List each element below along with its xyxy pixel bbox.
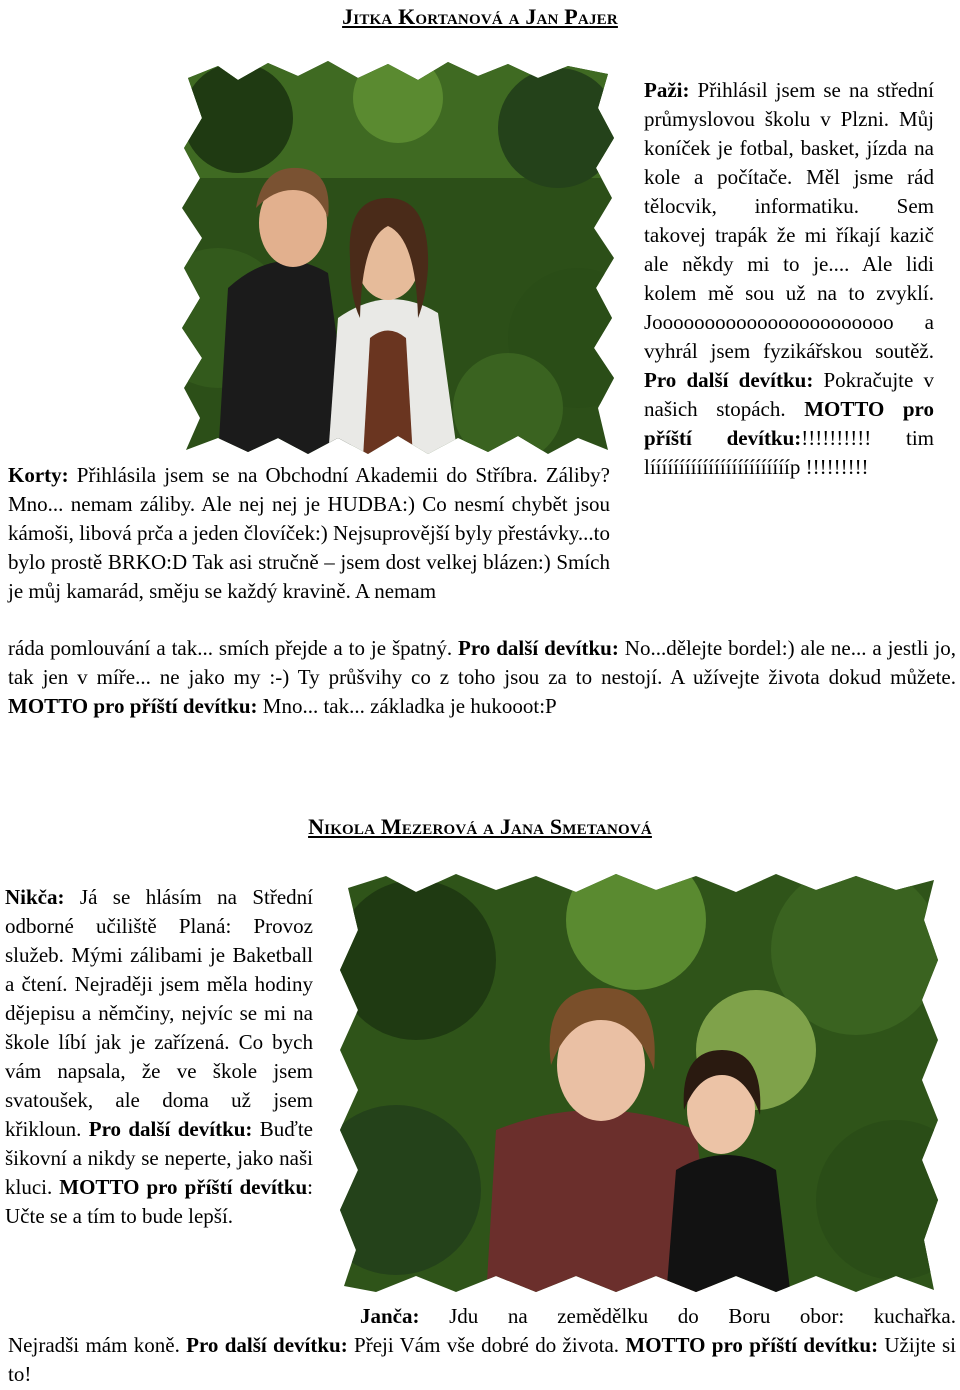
- janca-text-4: Užijte si to!: [8, 1333, 956, 1386]
- korty-label: Korty:: [8, 463, 69, 487]
- janca-text-2: Nejradši mám koně.: [8, 1333, 187, 1357]
- korty-paragraph: [8, 461, 610, 606]
- janca-label: Janča:: [360, 1304, 420, 1328]
- nikca-text-2: Buďte šikovní a nikdy se neperte, jako naši kluci.: [5, 1117, 313, 1199]
- nikca-motto-label: MOTTO pro příští devítku: [59, 1175, 308, 1199]
- korty-text-3: No...dělejte bordel:) ale ne... a jestli jo, tak jen v míře... ne jako my :-) Ty průšvihy co z toho jsou za to nestojí. A užívejte života dokud můžete.: [8, 636, 957, 689]
- pazi-text-1: Přihlásil jsem se na střední průmyslovou školu v Plzni. Můj koníček je fotbal, basket, jízda na kole a počítače. Měl jsme rád tělocvik, informatiku. Sem takovej trapák že mi říkají kazič ale někdy mi to je.... Ale lidi kolem mě sou už na to zvyklí. Jooooooooooooooooooooooo a vyhrál jsem fyzikářskou soutěž.: [644, 78, 934, 363]
- pazi-text-2: Pokračujte v našich stopách.: [644, 368, 934, 421]
- section-title-1: Jitka Kortanová a Jan Pajer: [342, 4, 618, 29]
- pazi-text-3: !!!!!!!!!! tim lííííííííííííííííííííííííp !!!!!!!!!: [644, 426, 935, 479]
- janca-text-3: Přeji Vám vše dobré do života.: [347, 1333, 626, 1357]
- nikca-label: Nikča:: [5, 885, 65, 909]
- korty-text-2: ráda pomlouvání a tak... smích přejde a to je špatný.: [8, 636, 459, 660]
- pazi-next-label: Pro další devítku:: [644, 368, 814, 392]
- korty-paragraph-continued: [8, 634, 956, 721]
- nikca-text-1: Já se hlásím na Střední odborné učiliště Planá: Provoz služeb. Mými zálibami je Baketball a čtení. Nejraději jsem měla hodiny dějepisu a němčiny, nejvíc se mi na škole líbí jak je zařízená. Co bych vám napsala, že ve škole jsem svatoušek, ale doma už jsem křikloun.: [5, 885, 313, 1141]
- korty-motto-label: MOTTO pro příští devítku:: [8, 694, 258, 718]
- janca-paragraph: [8, 1331, 956, 1389]
- nikca-next-label: Pro další devítku:: [88, 1117, 253, 1141]
- section-title-2: Nikola Mezerová a Jana Smetanová: [308, 814, 652, 839]
- janca-text-1: Jdu na zemědělku do Boru obor: kuchařka.: [419, 1304, 956, 1328]
- korty-text-4: Mno... tak... základka je hukooot:P: [257, 694, 557, 718]
- janca-motto-label: MOTTO pro příští devítku:: [625, 1333, 879, 1357]
- pazi-motto-label: MOTTO pro příští devítku:: [644, 397, 934, 450]
- photo-jitka-jan: [178, 58, 618, 458]
- korty-next-label: Pro další devítku:: [458, 636, 619, 660]
- pazi-paragraph: [644, 76, 934, 482]
- korty-text-1: Přihlásila jsem se na Obchodní Akademii do Stříbra. Záliby? Mno... nemam záliby. Ale nej nej je HUDBA:) Co nesmí chybět jsou kámoši, libová prča a jeden človíček:) Nejsuprovější byly přestávky...to bylo prostě BRKO:D Tak asi stručně – jsem dost velkej blázen:) Smích je můj kamarád, směju se každý kravině. A nemam: [8, 463, 610, 603]
- nikca-text-3: : Učte se a tím to bude lepší.: [5, 1175, 313, 1228]
- nikca-paragraph: [5, 883, 313, 1231]
- pazi-label: Paži:: [644, 78, 690, 102]
- photo-nikola-jana: [336, 870, 942, 1298]
- janca-first-line: [360, 1302, 956, 1331]
- janca-next-label: Pro další devítku:: [186, 1333, 348, 1357]
